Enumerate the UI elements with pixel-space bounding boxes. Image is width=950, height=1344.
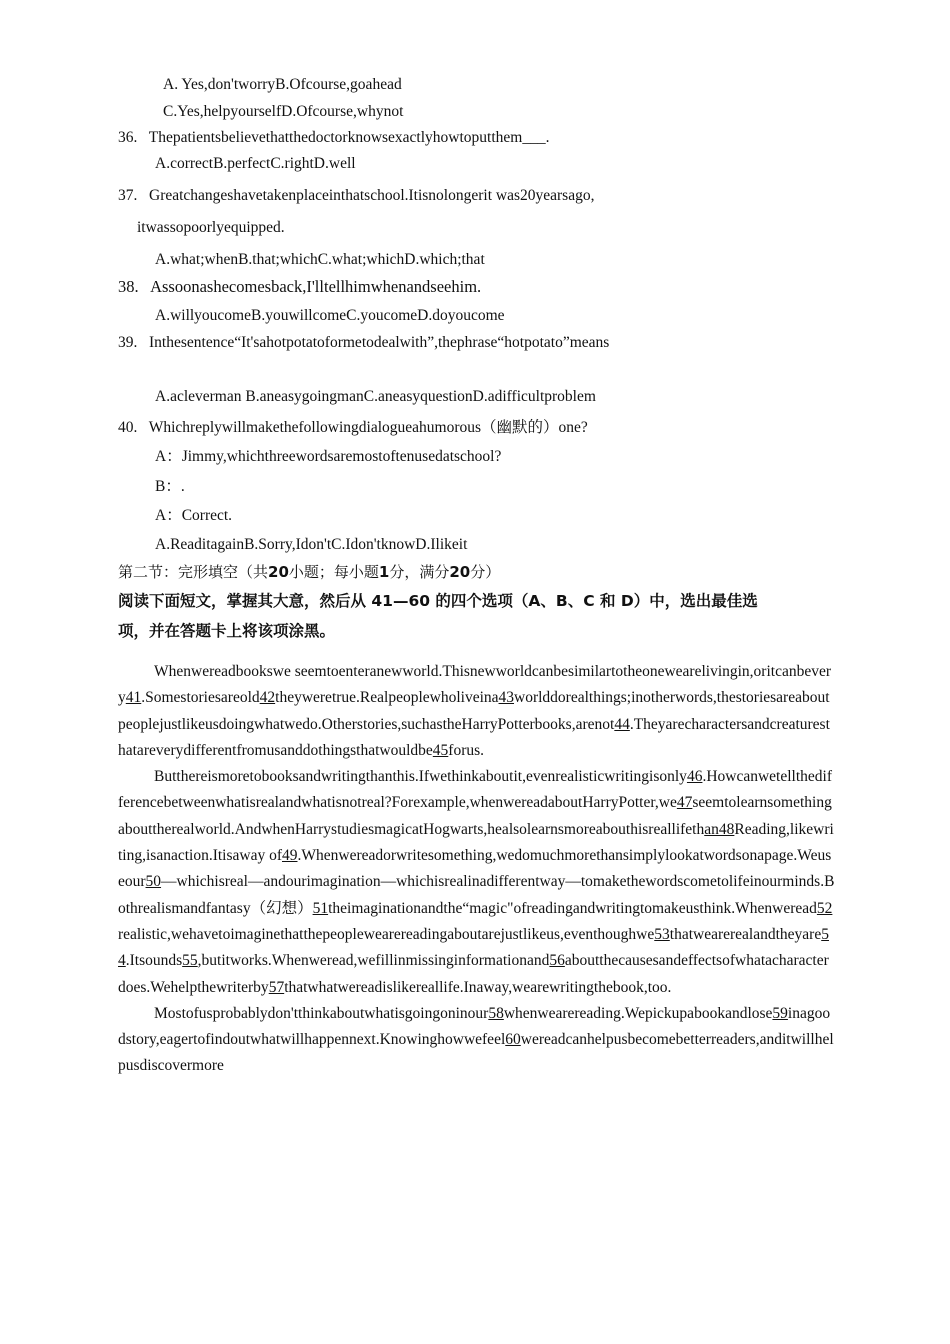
passage-text: .Itsounds (125, 952, 183, 970)
passage-text: seemtolearnsomethingabouttherealworld.AndwhenHarrystudiesmagicatHogwarts,healsolearnsmoreabouthisreallifeth (118, 794, 832, 838)
q36-options: A.correctB.perfectC.rightD.well (155, 155, 356, 172)
q40-options: A.ReaditagainB.Sorry,Idon'tC.Idon'tknowD.Ilikeit (155, 536, 468, 553)
blank-number: 55 (182, 952, 198, 970)
question-text: Greatchangeshavetakenplaceinthatschool.Itisnolongerit was20yearsago, (149, 187, 595, 204)
passage-paragraph-1 (118, 659, 836, 764)
passage-text: theimaginationandthe“magic"ofreadingandwritingtomakeusthink.Whenweread (328, 899, 817, 917)
question-39 (118, 333, 609, 353)
passage-text: ,butitworks.Whenweread,wefillinmissinginformationand (197, 952, 550, 970)
blank-number: 47 (676, 794, 693, 812)
question-number: 40. (118, 419, 138, 436)
passage-text: Reading,likewriting,isanaction.Itisaway of (118, 820, 834, 865)
cloze-passage (118, 659, 836, 1080)
q37-options: A.what;whenB.that;whichC.what;whichD.which;that (155, 251, 485, 268)
passage-text: theyweretrue.Realpeoplewholiveina (275, 689, 499, 707)
question-36 (118, 128, 549, 148)
passage-paragraph-3 (118, 1001, 836, 1080)
blank-number: 42 (259, 689, 276, 707)
blank-number: 58 (488, 1004, 504, 1022)
blank-number: 50 (145, 873, 162, 891)
question-text: Inthesentence“It'sahotpotatoformetodealwith”,thephrase“hotpotato”means (149, 334, 610, 351)
question-37 (118, 186, 594, 206)
blank-number: 46 (686, 768, 703, 786)
blank-number: an48 (704, 820, 735, 838)
blank-number: 45 (432, 741, 449, 759)
q35-options-line1: A. Yes,don'tworryB.Ofcourse,goahead (163, 76, 402, 93)
passage-text: whenwearereading.Wepickupabookandlose (503, 1004, 773, 1022)
passage-text: Butthereismoretobooksandwritingthanthis.Ifwethinkaboutit,evenrealisticwritingisonly (154, 768, 687, 786)
passage-text: .Theyarecharactersandcreaturesthatareverydifferentfromusanddothingsthatwouldbe (118, 715, 830, 759)
passage-text: inagoodstory,eagertofindoutwhatwillhappennext.Knowinghowwefeel (118, 1004, 831, 1049)
blank-number: 41 (125, 689, 142, 707)
passage-text: .Whenwereadorwritesomething,wedomuchmorethansimplylookatwordsonapage.Weuseour (118, 847, 832, 891)
q39-options: A.acleverman B.aneasygoingmanC.aneasyquestionD.adifficultproblem (155, 388, 596, 405)
section-heading: 第二节：完形填空（共20小题；每小题1分，满分20分） (118, 563, 501, 581)
q37-text-continued: itwassopoorlyequipped. (137, 219, 285, 236)
question-number: 36. (118, 129, 138, 146)
passage-text: wereadcanhelpusbecomebetterreaders,anditwillhelpusdiscovermore (118, 1031, 834, 1075)
question-text: Thepatientsbelievethatthedoctorknowsexactlyhowtoputthem___. (148, 129, 550, 146)
passage-text: worlddorealthings;inotherwords,thestoriesareaboutpeoplejustlikeusdoingwhatwedo.Otherstories,suchastheHarryPotterbooks,arenot (118, 689, 830, 733)
q40-dialog-line2: B：. (155, 478, 185, 495)
passage-text: Mostofusprobablydon'tthinkaboutwhatisgoingoninour (154, 1004, 489, 1022)
blank-number: 57 (268, 978, 285, 996)
passage-text: thatwhatwereadislikereallife.Inaway,wearewritingthebook,too. (284, 978, 672, 996)
question-38 (118, 277, 481, 297)
question-text: Whichreplywillmakethefollowingdialogueahumorous（幽默的）one? (148, 419, 588, 436)
blank-number: 60 (505, 1031, 521, 1049)
blank-number: 51 (312, 899, 329, 917)
section-instruction-line2: 项，并在答题卡上将该项涂黑。 (118, 622, 336, 640)
blank-number: 59 (772, 1004, 788, 1022)
blank-number: 56 (549, 952, 565, 970)
q35-options-line2: C.Yes,helpyourselfD.Ofcourse,whynot (163, 103, 404, 120)
passage-paragraph-2 (118, 764, 836, 1001)
question-number: 38. (118, 277, 139, 296)
question-40 (118, 418, 588, 438)
passage-text: forus. (448, 741, 485, 759)
passage-text: Whenwereadbookswe seemtoenteranewworld.Thisnewworldcanbesimilartotheonewearelivingin,oritcanbevery (118, 663, 832, 707)
blank-number: 53 (654, 925, 670, 943)
q40-dialog-line1: A：Jimmy,whichthreewordsaremostoftenusedatschool? (155, 448, 502, 465)
passage-text: thatwearerealandtheyare (669, 925, 822, 943)
question-text: Assoonashecomesback,I'lltellhimwhenandseehim. (150, 277, 482, 296)
passage-text: —whichisreal—andourimagination—whichisrealinadifferentway—tomakethewordscometolifeinourminds.Bothrealismandfantasy（幻想） (118, 873, 835, 917)
q38-options: A.willyoucomeB.youwillcomeC.youcomeD.doyoucome (155, 307, 505, 324)
passage-text: .Somestoriesareold (141, 689, 260, 707)
blank-number: 43 (498, 689, 515, 707)
question-number: 39. (118, 334, 138, 351)
passage-text: aboutthecausesandeffectsofwhatacharacterdoes.Wehelpthewriterby (118, 952, 829, 996)
blank-number: 54 (118, 925, 829, 970)
blank-number: 52 (816, 899, 833, 917)
q40-dialog-line3: A：Correct. (155, 507, 233, 524)
section-instruction-line1: 阅读下面短文，掌握其大意，然后从 41—60 的四个选项（A、B、C 和 D）中，选出最佳选 (118, 592, 758, 610)
passage-text: realistic,wehavetoimaginethatthepeoplewearereadingaboutarejustlikeus,eventhoughwe (118, 925, 655, 943)
blank-number: 49 (282, 847, 298, 865)
blank-number: 44 (614, 715, 630, 733)
passage-text: .Howcanwetellthedifferencebetweenwhatisrealandwhatisnotreal?Forexample,whenwereadaboutHarryPotter,we (118, 768, 832, 812)
question-number: 37. (118, 187, 138, 204)
